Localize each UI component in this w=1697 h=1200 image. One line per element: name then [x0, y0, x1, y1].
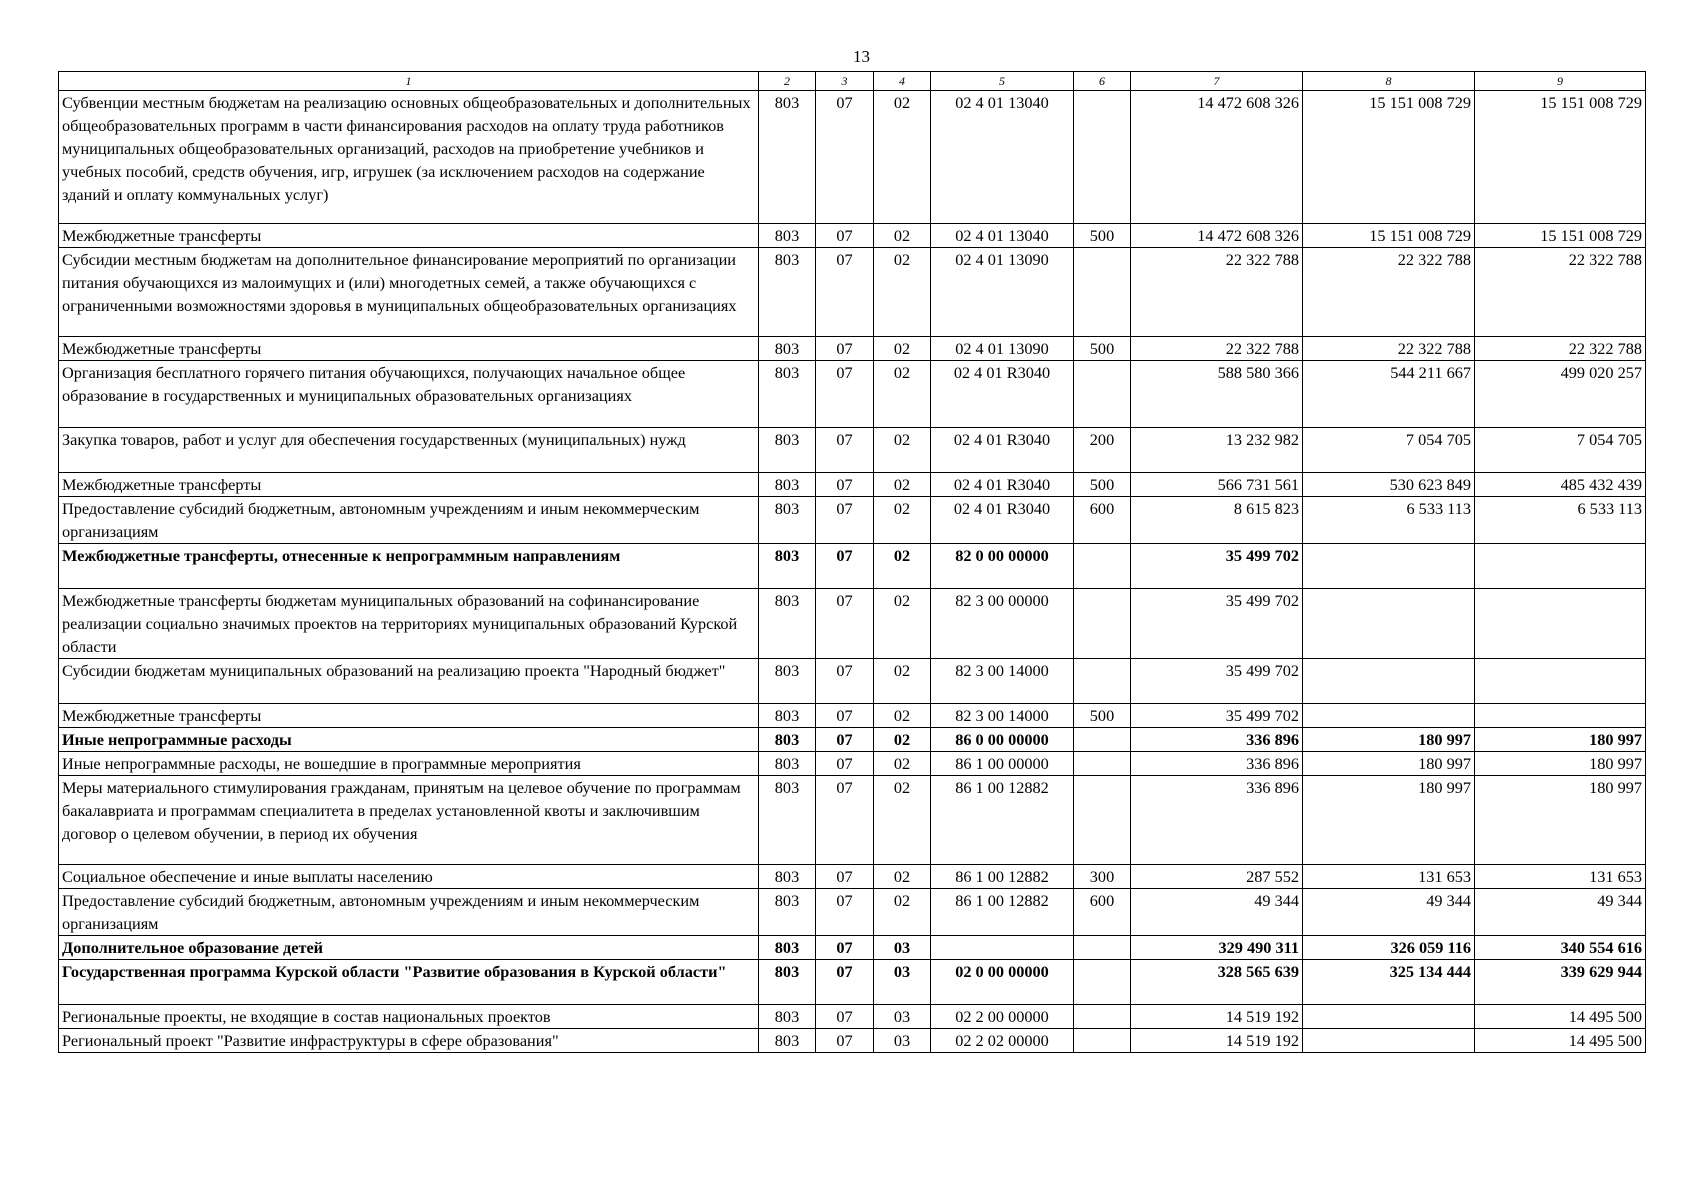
row-rz-code: 07 [816, 1005, 874, 1029]
table-row [59, 865, 1646, 889]
column-number: 1 [59, 72, 759, 91]
row-name: Региональный проект "Развитие инфраструктуры в сфере образования" [59, 1029, 759, 1053]
row-sum-1: 35 499 702 [1131, 704, 1303, 728]
row-sum-1: 35 499 702 [1131, 589, 1303, 659]
row-gr-code: 803 [759, 497, 816, 544]
row-sum-1: 328 565 639 [1131, 960, 1303, 1005]
row-gr-code: 803 [759, 337, 816, 361]
row-gr-code: 803 [759, 865, 816, 889]
row-sum-2: 544 211 667 [1303, 361, 1475, 428]
row-sum-3: 340 554 616 [1475, 936, 1646, 960]
row-sum-3: 180 997 [1475, 728, 1646, 752]
row-name: Меры материального стимулирования гражданам, принятым на целевое обучение по программам бакалавриата и программам специалитета в пределах установленной квоты и заключившим договор о целевом обучении, в период их обучения [59, 776, 759, 865]
row-sum-3: 485 432 439 [1475, 473, 1646, 497]
column-number: 7 [1131, 72, 1303, 91]
row-pr-code: 02 [874, 659, 931, 704]
row-rz-code: 07 [816, 728, 874, 752]
row-sum-1: 35 499 702 [1131, 659, 1303, 704]
row-pr-code: 03 [874, 960, 931, 1005]
row-vr-code [1074, 589, 1131, 659]
row-sum-3 [1475, 704, 1646, 728]
row-pr-code: 02 [874, 865, 931, 889]
column-number: 5 [931, 72, 1074, 91]
table-row [59, 776, 1646, 865]
table-row [59, 728, 1646, 752]
column-number: 4 [874, 72, 931, 91]
row-gr-code: 803 [759, 752, 816, 776]
column-number: 8 [1303, 72, 1475, 91]
row-gr-code: 803 [759, 473, 816, 497]
row-sum-1: 14 472 608 326 [1131, 224, 1303, 248]
row-pr-code: 02 [874, 91, 931, 224]
row-gr-code: 803 [759, 936, 816, 960]
row-vr-code [1074, 1005, 1131, 1029]
row-vr-code: 600 [1074, 889, 1131, 936]
row-csr-code: 02 2 00 00000 [931, 1005, 1074, 1029]
row-rz-code: 07 [816, 473, 874, 497]
row-name: Межбюджетные трансферты [59, 337, 759, 361]
table-row [59, 889, 1646, 936]
row-name: Закупка товаров, работ и услуг для обеспечения государственных (муниципальных) нужд [59, 428, 759, 473]
row-vr-code [1074, 1029, 1131, 1053]
row-rz-code: 07 [816, 91, 874, 224]
row-vr-code [1074, 659, 1131, 704]
row-sum-1: 22 322 788 [1131, 248, 1303, 337]
table-row [59, 544, 1646, 589]
row-pr-code: 02 [874, 589, 931, 659]
row-csr-code: 02 0 00 00000 [931, 960, 1074, 1005]
row-pr-code: 02 [874, 248, 931, 337]
row-csr-code: 86 0 00 00000 [931, 728, 1074, 752]
row-pr-code: 02 [874, 497, 931, 544]
row-rz-code: 07 [816, 337, 874, 361]
row-gr-code: 803 [759, 889, 816, 936]
row-vr-code [1074, 728, 1131, 752]
row-gr-code: 803 [759, 224, 816, 248]
row-rz-code: 07 [816, 361, 874, 428]
row-sum-3: 22 322 788 [1475, 337, 1646, 361]
row-sum-1: 336 896 [1131, 728, 1303, 752]
row-csr-code: 02 4 01 R3040 [931, 497, 1074, 544]
row-sum-3: 49 344 [1475, 889, 1646, 936]
row-rz-code: 07 [816, 889, 874, 936]
row-sum-2: 49 344 [1303, 889, 1475, 936]
column-number: 2 [759, 72, 816, 91]
row-rz-code: 07 [816, 776, 874, 865]
row-sum-2 [1303, 1029, 1475, 1053]
row-pr-code: 02 [874, 361, 931, 428]
row-rz-code: 07 [816, 704, 874, 728]
row-rz-code: 07 [816, 544, 874, 589]
row-name: Региональные проекты, не входящие в состав национальных проектов [59, 1005, 759, 1029]
row-sum-2: 15 151 008 729 [1303, 224, 1475, 248]
row-name: Предоставление субсидий бюджетным, автономным учреждениям и иным некоммерческим организациям [59, 889, 759, 936]
row-rz-code: 07 [816, 248, 874, 337]
row-csr-code: 82 3 00 00000 [931, 589, 1074, 659]
row-rz-code: 07 [816, 960, 874, 1005]
row-sum-2 [1303, 659, 1475, 704]
row-vr-code: 300 [1074, 865, 1131, 889]
table-row [59, 248, 1646, 337]
table-row [59, 589, 1646, 659]
row-vr-code: 500 [1074, 473, 1131, 497]
column-number-row [59, 72, 1646, 91]
row-sum-3: 339 629 944 [1475, 960, 1646, 1005]
row-sum-1: 14 519 192 [1131, 1029, 1303, 1053]
table-row [59, 473, 1646, 497]
table-row [59, 659, 1646, 704]
row-gr-code: 803 [759, 776, 816, 865]
row-vr-code: 500 [1074, 704, 1131, 728]
row-sum-1: 13 232 982 [1131, 428, 1303, 473]
row-gr-code: 803 [759, 1029, 816, 1053]
row-sum-1: 566 731 561 [1131, 473, 1303, 497]
row-sum-1: 329 490 311 [1131, 936, 1303, 960]
row-sum-2: 180 997 [1303, 776, 1475, 865]
row-sum-3 [1475, 659, 1646, 704]
row-sum-3 [1475, 589, 1646, 659]
row-sum-2: 325 134 444 [1303, 960, 1475, 1005]
row-csr-code: 86 1 00 00000 [931, 752, 1074, 776]
row-name: Межбюджетные трансферты [59, 473, 759, 497]
row-csr-code: 02 4 01 R3040 [931, 361, 1074, 428]
table-row [59, 960, 1646, 1005]
row-pr-code: 02 [874, 728, 931, 752]
row-sum-2: 22 322 788 [1303, 248, 1475, 337]
table-row [59, 752, 1646, 776]
table-row [59, 91, 1646, 224]
row-csr-code: 82 0 00 00000 [931, 544, 1074, 589]
row-csr-code: 02 4 01 13090 [931, 248, 1074, 337]
row-sum-3: 22 322 788 [1475, 248, 1646, 337]
row-sum-2: 6 533 113 [1303, 497, 1475, 544]
row-vr-code [1074, 752, 1131, 776]
row-csr-code: 02 4 01 13040 [931, 224, 1074, 248]
row-sum-3: 499 020 257 [1475, 361, 1646, 428]
row-csr-code: 86 1 00 12882 [931, 776, 1074, 865]
row-rz-code: 07 [816, 865, 874, 889]
row-vr-code [1074, 960, 1131, 1005]
row-vr-code [1074, 248, 1131, 337]
budget-table [58, 71, 1646, 1053]
row-sum-3: 131 653 [1475, 865, 1646, 889]
row-sum-3: 14 495 500 [1475, 1029, 1646, 1053]
row-pr-code: 02 [874, 428, 931, 473]
row-name: Дополнительное образование детей [59, 936, 759, 960]
row-csr-code: 86 1 00 12882 [931, 865, 1074, 889]
row-gr-code: 803 [759, 361, 816, 428]
row-sum-2 [1303, 589, 1475, 659]
row-sum-1: 336 896 [1131, 752, 1303, 776]
row-gr-code: 803 [759, 589, 816, 659]
row-pr-code: 03 [874, 936, 931, 960]
row-name: Иные непрограммные расходы, не вошедшие в программные мероприятия [59, 752, 759, 776]
row-vr-code [1074, 936, 1131, 960]
row-sum-1: 14 519 192 [1131, 1005, 1303, 1029]
row-sum-2 [1303, 1005, 1475, 1029]
row-csr-code: 82 3 00 14000 [931, 704, 1074, 728]
table-row [59, 1029, 1646, 1053]
column-number: 9 [1475, 72, 1646, 91]
row-csr-code: 86 1 00 12882 [931, 889, 1074, 936]
row-sum-1: 336 896 [1131, 776, 1303, 865]
row-name: Государственная программа Курской области "Развитие образования в Курской области" [59, 960, 759, 1005]
row-sum-1: 35 499 702 [1131, 544, 1303, 589]
row-gr-code: 803 [759, 248, 816, 337]
row-pr-code: 02 [874, 889, 931, 936]
row-vr-code [1074, 91, 1131, 224]
table-row [59, 361, 1646, 428]
row-rz-code: 07 [816, 659, 874, 704]
row-pr-code: 03 [874, 1005, 931, 1029]
row-pr-code: 02 [874, 704, 931, 728]
row-gr-code: 803 [759, 659, 816, 704]
row-vr-code [1074, 544, 1131, 589]
row-rz-code: 07 [816, 1029, 874, 1053]
row-gr-code: 803 [759, 91, 816, 224]
row-sum-1: 14 472 608 326 [1131, 91, 1303, 224]
row-rz-code: 07 [816, 936, 874, 960]
row-pr-code: 03 [874, 1029, 931, 1053]
row-name: Межбюджетные трансферты [59, 704, 759, 728]
row-rz-code: 07 [816, 428, 874, 473]
row-sum-2: 7 054 705 [1303, 428, 1475, 473]
row-vr-code: 600 [1074, 497, 1131, 544]
table-row [59, 704, 1646, 728]
row-sum-2: 530 623 849 [1303, 473, 1475, 497]
table-row [59, 1005, 1646, 1029]
row-name: Межбюджетные трансферты [59, 224, 759, 248]
row-csr-code: 02 4 01 R3040 [931, 428, 1074, 473]
row-sum-1: 287 552 [1131, 865, 1303, 889]
row-sum-2: 22 322 788 [1303, 337, 1475, 361]
row-vr-code: 500 [1074, 224, 1131, 248]
row-sum-2: 326 059 116 [1303, 936, 1475, 960]
row-name: Организация бесплатного горячего питания обучающихся, получающих начальное общее образование в государственных и муниципальных образовательных организациях [59, 361, 759, 428]
row-sum-1: 8 615 823 [1131, 497, 1303, 544]
row-csr-code: 02 4 01 13040 [931, 91, 1074, 224]
row-gr-code: 803 [759, 704, 816, 728]
row-sum-2 [1303, 704, 1475, 728]
row-name: Предоставление субсидий бюджетным, автономным учреждениям и иным некоммерческим организациям [59, 497, 759, 544]
column-number: 6 [1074, 72, 1131, 91]
row-csr-code: 02 4 01 13090 [931, 337, 1074, 361]
row-sum-3: 15 151 008 729 [1475, 91, 1646, 224]
row-pr-code: 02 [874, 337, 931, 361]
column-number: 3 [816, 72, 874, 91]
row-sum-2: 15 151 008 729 [1303, 91, 1475, 224]
table-row [59, 224, 1646, 248]
row-name: Иные непрограммные расходы [59, 728, 759, 752]
row-pr-code: 02 [874, 224, 931, 248]
row-csr-code: 02 2 02 00000 [931, 1029, 1074, 1053]
page-number: 13 [853, 47, 870, 66]
row-pr-code: 02 [874, 752, 931, 776]
table-row [59, 337, 1646, 361]
table-row [59, 936, 1646, 960]
table-body [59, 91, 1646, 1053]
row-name: Субсидии бюджетам муниципальных образований на реализацию проекта "Народный бюджет" [59, 659, 759, 704]
row-sum-1: 588 580 366 [1131, 361, 1303, 428]
row-vr-code: 200 [1074, 428, 1131, 473]
row-csr-code: 82 3 00 14000 [931, 659, 1074, 704]
row-sum-1: 49 344 [1131, 889, 1303, 936]
row-vr-code [1074, 776, 1131, 865]
row-name: Субвенции местным бюджетам на реализацию основных общеобразовательных и дополнительных общеобразовательных программ в части финансирования расходов на оплату труда работников муниципальных общеобразовательных организаций, расходов на приобретение учебников и учебных пособий, средств обучения, игр, игрушек (за исключением расходов на содержание зданий и оплату коммунальных услуг) [59, 91, 759, 224]
row-sum-3: 14 495 500 [1475, 1005, 1646, 1029]
row-sum-2: 180 997 [1303, 752, 1475, 776]
row-gr-code: 803 [759, 728, 816, 752]
row-csr-code: 02 4 01 R3040 [931, 473, 1074, 497]
row-name: Межбюджетные трансферты, отнесенные к непрограммным направлениям [59, 544, 759, 589]
row-rz-code: 07 [816, 589, 874, 659]
row-pr-code: 02 [874, 776, 931, 865]
row-vr-code: 500 [1074, 337, 1131, 361]
row-vr-code [1074, 361, 1131, 428]
row-sum-2: 180 997 [1303, 728, 1475, 752]
row-rz-code: 07 [816, 497, 874, 544]
row-rz-code: 07 [816, 752, 874, 776]
row-pr-code: 02 [874, 544, 931, 589]
row-name: Субсидии местным бюджетам на дополнительное финансирование мероприятий по организации питания обучающихся из малоимущих и (или) многодетных семей, а также обучающихся с ограниченными возможностями здоровья в муниципальных общеобразовательных организациях [59, 248, 759, 337]
row-gr-code: 803 [759, 544, 816, 589]
row-sum-3: 180 997 [1475, 776, 1646, 865]
row-pr-code: 02 [874, 473, 931, 497]
row-gr-code: 803 [759, 960, 816, 1005]
row-sum-3: 15 151 008 729 [1475, 224, 1646, 248]
row-sum-3: 180 997 [1475, 752, 1646, 776]
row-name: Межбюджетные трансферты бюджетам муниципальных образований на софинансирование реализации социально значимых проектов на территориях муниципальных образований Курской области [59, 589, 759, 659]
row-sum-2: 131 653 [1303, 865, 1475, 889]
row-sum-2 [1303, 544, 1475, 589]
row-sum-3 [1475, 544, 1646, 589]
row-sum-1: 22 322 788 [1131, 337, 1303, 361]
row-name: Социальное обеспечение и иные выплаты населению [59, 865, 759, 889]
row-gr-code: 803 [759, 1005, 816, 1029]
row-rz-code: 07 [816, 224, 874, 248]
table-row [59, 428, 1646, 473]
row-sum-3: 7 054 705 [1475, 428, 1646, 473]
table-row [59, 497, 1646, 544]
row-sum-3: 6 533 113 [1475, 497, 1646, 544]
row-csr-code [931, 936, 1074, 960]
row-gr-code: 803 [759, 428, 816, 473]
